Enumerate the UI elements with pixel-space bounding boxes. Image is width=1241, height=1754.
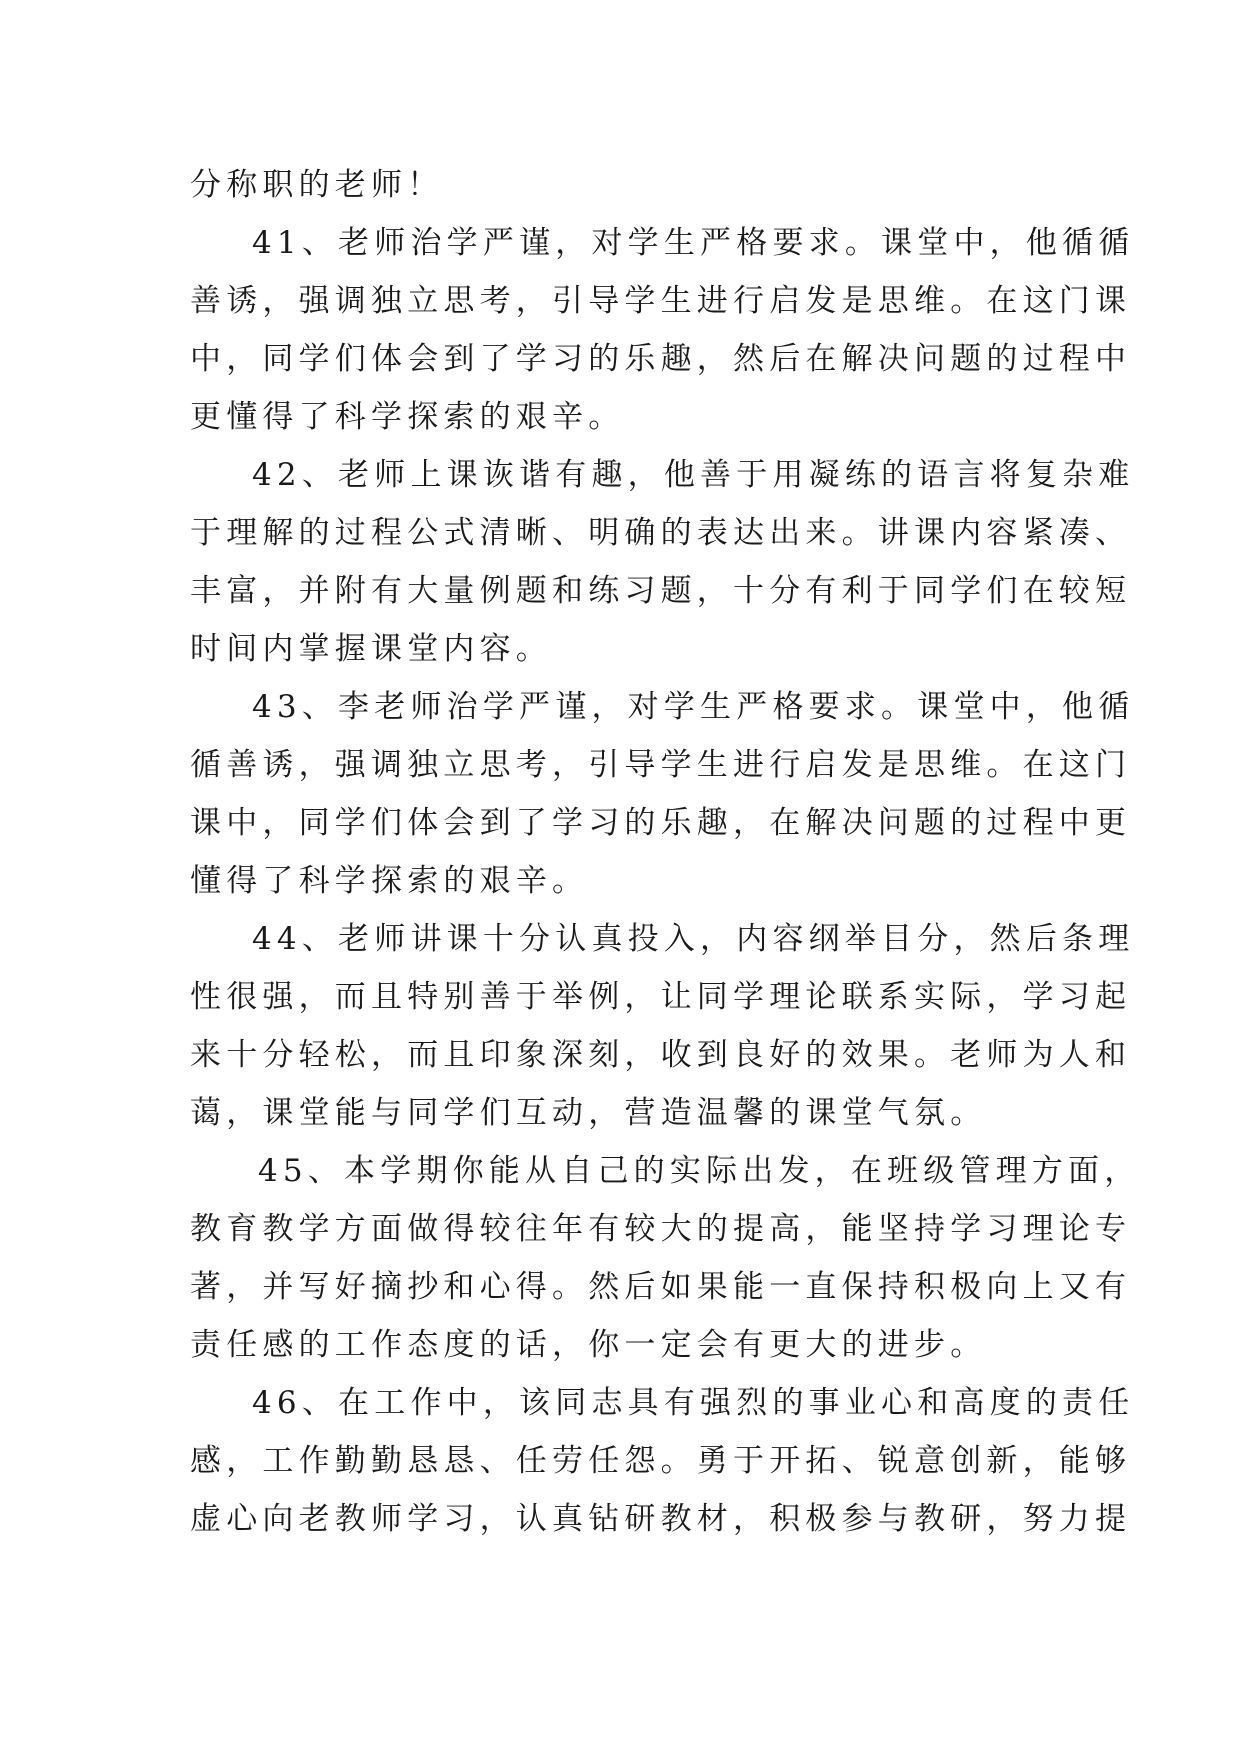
document-body — [190, 156, 1141, 1548]
text-line: 懂得了科学探索的艰辛。 — [190, 863, 589, 899]
text-line: 来十分轻松，而且印象深刻，收到良好的效果。老师为人和 — [190, 1037, 1132, 1073]
text-line: 时间内掌握课堂内容。 — [190, 631, 552, 667]
text-line: 于理解的过程公式清晰、明确的表达出来。讲课内容紧凑、 — [190, 515, 1132, 551]
text-line: 更懂得了科学探索的艰辛。 — [190, 399, 625, 435]
paragraph-42-line: 42、老师上课诙谐有趣，他善于用凝练的语言将复杂难 — [252, 457, 1135, 493]
text-line: 虚心向老教师学习，认真钻研教材，积极参与教研，努力提 — [190, 1501, 1132, 1537]
paragraph-41-line: 41、老师治学严谨，对学生严格要求。课堂中，他循循 — [252, 225, 1135, 261]
paragraph-44-line: 44、老师讲课十分认真投入，内容纲举目分，然后条理 — [252, 921, 1135, 957]
text-line: 分称职的老师！ — [190, 167, 444, 203]
text-line: 善诱，强调独立思考，引导学生进行启发是思维。在这门课 — [190, 283, 1132, 319]
paragraph-43-line: 43、李老师治学严谨，对学生严格要求。课堂中，他循 — [252, 689, 1135, 725]
paragraph-45-line: 45、本学期你能从自己的实际出发，在班级管理方面， — [258, 1153, 1141, 1189]
text-line: 丰富，并附有大量例题和练习题，十分有利于同学们在较短 — [190, 573, 1132, 609]
text-line: 感，工作勤勤恳恳、任劳任怨。勇于开拓、锐意创新，能够 — [190, 1443, 1132, 1479]
text-line: 性很强，而且特别善于举例，让同学理论联系实际，学习起 — [190, 979, 1132, 1015]
text-line: 课中，同学们体会到了学习的乐趣，在解决问题的过程中更 — [190, 805, 1132, 841]
text-line: 蔼，课堂能与同学们互动，营造温馨的课堂气氛。 — [190, 1095, 987, 1131]
text-line: 著，并写好摘抄和心得。然后如果能一直保持积极向上又有 — [190, 1269, 1132, 1305]
text-line: 教育教学方面做得较往年有较大的提高，能坚持学习理论专 — [190, 1211, 1132, 1247]
text-line: 循善诱，强调独立思考，引导学生进行启发是思维。在这门 — [190, 747, 1132, 783]
text-line: 中，同学们体会到了学习的乐趣，然后在解决问题的过程中 — [190, 341, 1132, 377]
text-line: 责任感的工作态度的话，你一定会有更大的进步。 — [190, 1327, 987, 1363]
paragraph-46-line: 46、在工作中，该同志具有强烈的事业心和高度的责任 — [252, 1385, 1135, 1421]
